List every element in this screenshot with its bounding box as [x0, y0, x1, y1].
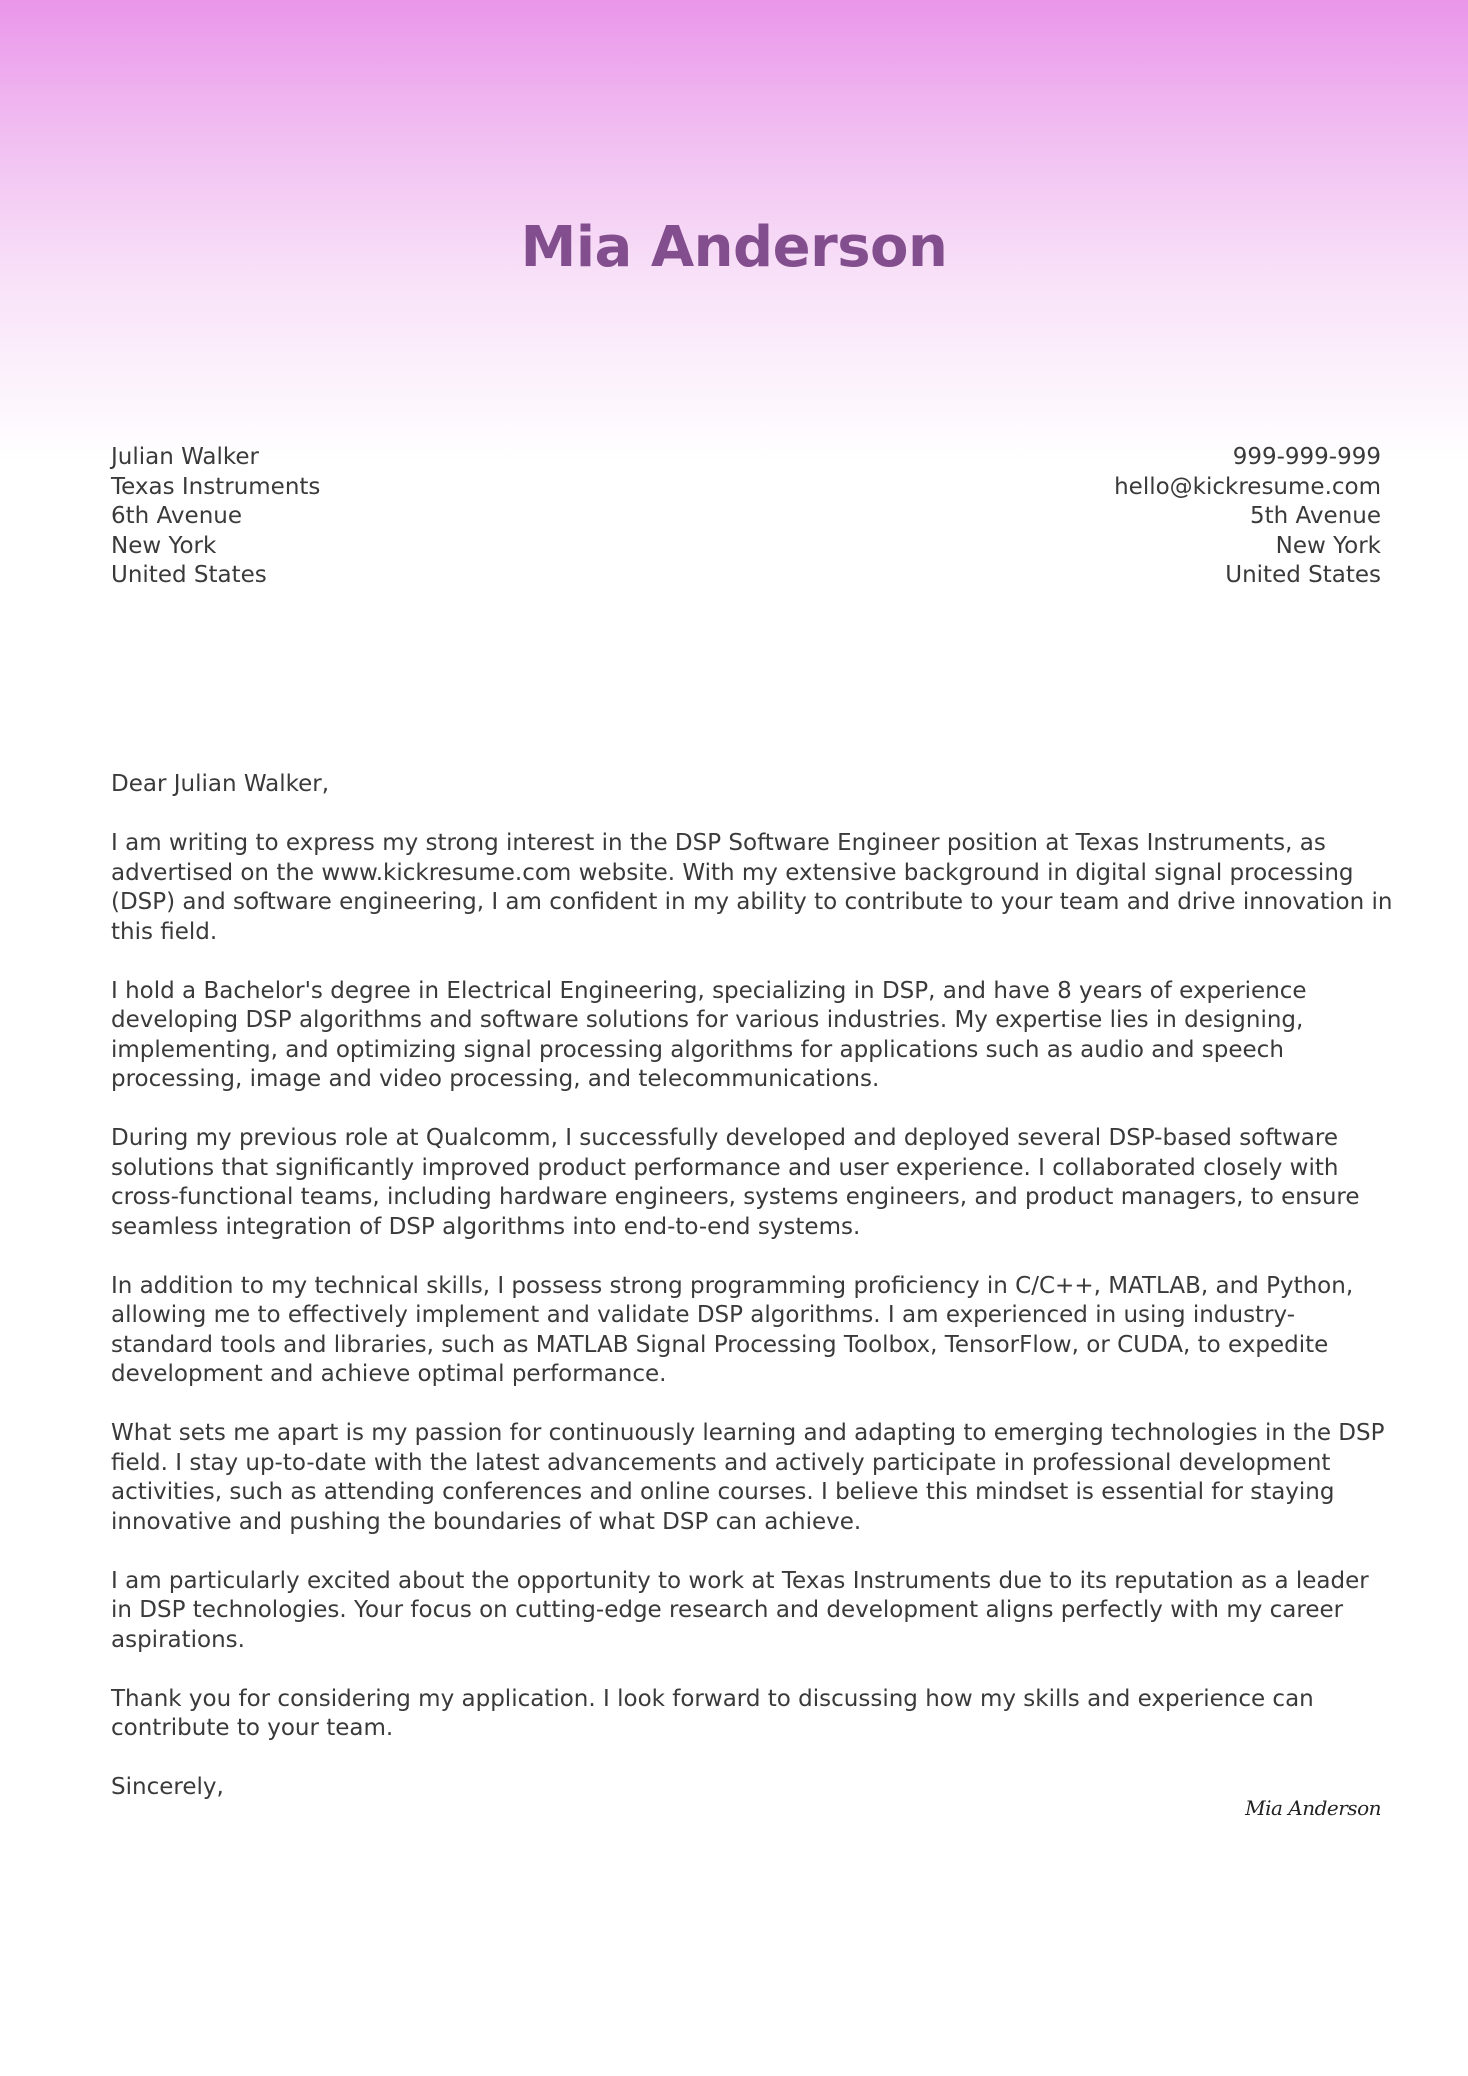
recipient-country: United States [111, 562, 267, 588]
sender-street: 5th Avenue [1250, 503, 1381, 529]
signature: Mia Anderson [1245, 1796, 1381, 1820]
recipient-city: New York [111, 532, 217, 559]
sender-phone: 999-999-999 [1232, 444, 1381, 470]
letter-paragraph: I am particularly excited about the opportunity to work at Texas Instruments due to its reputation as a leader in DSP technologies. Your focus on cutting-edge research and development aligns perfectly with my career aspirations. [111, 1567, 1369, 1653]
sender-contact-block [1114, 443, 1381, 591]
recipient-name: Julian Walker [111, 444, 259, 470]
letter-paragraph: Thank you for considering my application. I look forward to discussing how my skills and experience can contribute to your team. [111, 1685, 1314, 1741]
letter-paragraph: What sets me apart is my passion for continuously learning and adapting to emerging technologies in the DSP field. I stay up-to-date with the latest advancements and actively participate in professional development activities, such as attending conferences and online courses. I believe this mindset is essential for staying innovative and pushing the boundaries of what DSP can achieve. [111, 1420, 1385, 1535]
letter-paragraph: During my previous role at Qualcomm, I successfully developed and deployed several DSP-based software solutions that significantly improved product performance and user experience. I collaborated closely with cross-functional teams, including hardware engineers, systems engineers, and product managers, to ensure seamless integration of DSP algorithms into end-to-end systems. [111, 1125, 1360, 1240]
letter-salutation: Dear Julian Walker, [111, 771, 330, 797]
letter-paragraph: In addition to my technical skills, I possess strong programming proficiency in C/C++, MATLAB, and Python, allowing me to effectively implement and validate DSP algorithms. I am experienced in using industry-standard tools and libraries, such as MATLAB Signal Processing Toolbox, TensorFlow, or CUDA, to expedite development and achieve optimal performance. [111, 1272, 1354, 1387]
sender-country: United States [1225, 562, 1381, 588]
letter-body [111, 770, 1396, 1832]
recipient-company: Texas Instruments [111, 473, 321, 500]
recipient-street: 6th Avenue [111, 503, 242, 529]
recipient-address-block [111, 443, 320, 591]
letter-paragraph: I am writing to express my strong interest in the DSP Software Engineer position at Texas Instruments, as advertised on the www.kickresume.com website. With my extensive background in digital signal processing (DSP) and software engineering, I am confident in my ability to contribute to your team and drive innovation in this field. [111, 830, 1393, 945]
letter-paragraph: I hold a Bachelor's degree in Electrical Engineering, specializing in DSP, and have 8 years of experience developing DSP algorithms and software solutions for various industries. My expertise lies in designing, implementing, and optimizing signal processing algorithms for applications such as audio and speech processing, image and video processing, and telecommunications. [111, 977, 1307, 1092]
letter-closing: Sincerely, [111, 1774, 224, 1800]
sender-city: New York [1275, 532, 1381, 559]
applicant-name-heading: Mia Anderson [520, 215, 948, 280]
sender-email: hello@kickresume.com [1114, 473, 1381, 500]
